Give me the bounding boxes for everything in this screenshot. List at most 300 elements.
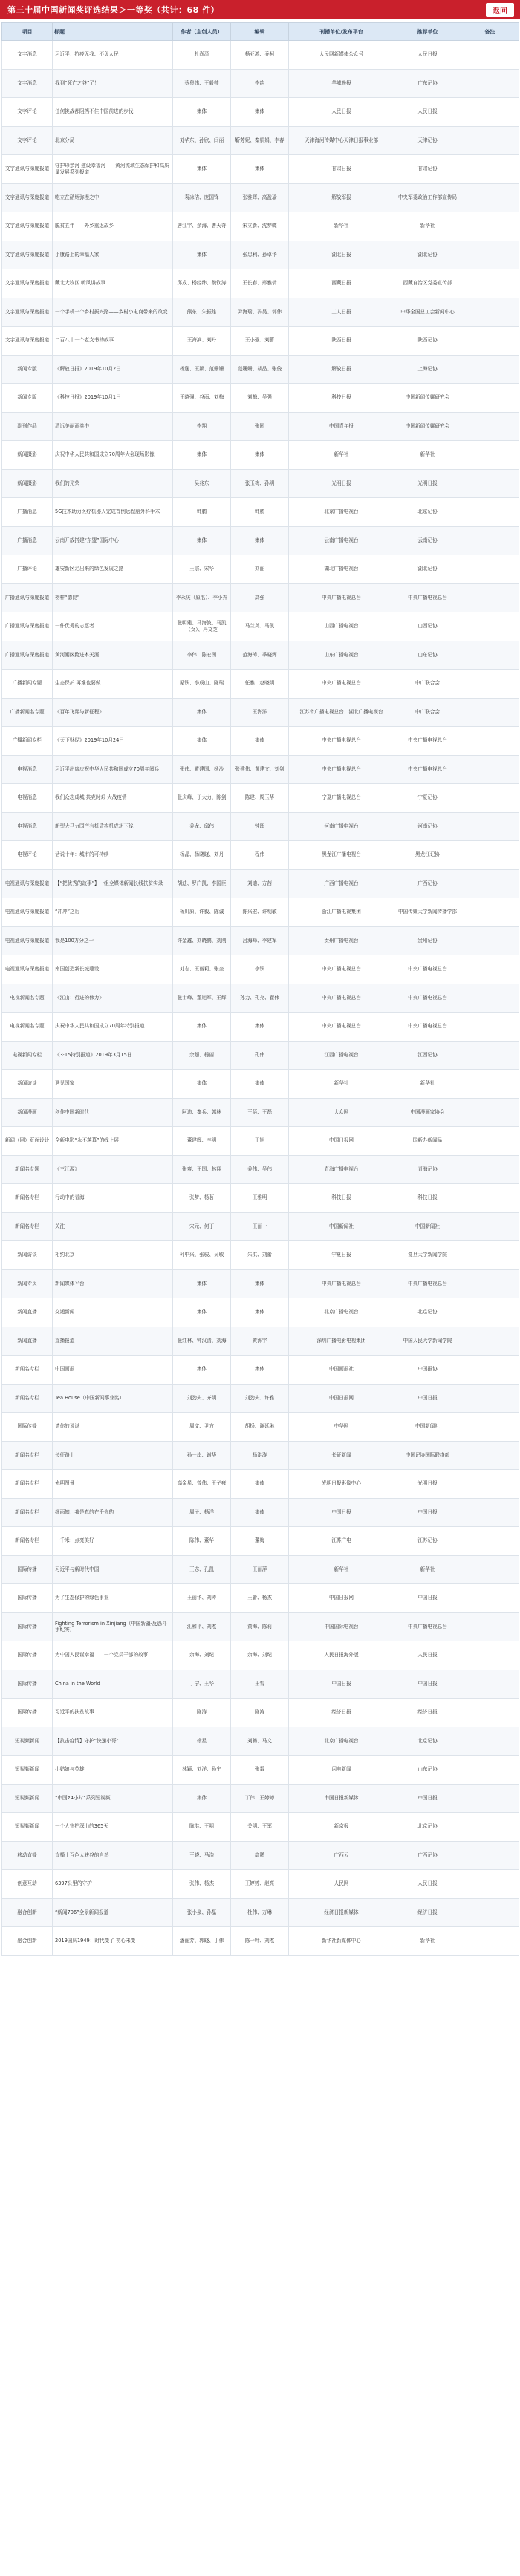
cell-publisher: 科技日报 <box>289 1184 394 1213</box>
table-row <box>2 1470 519 1499</box>
cell-title[interactable]: 光明图景 <box>53 1470 173 1499</box>
cell-recommender: 山西记协 <box>394 612 461 641</box>
cell-author: 集体 <box>173 1013 231 1042</box>
cell-title[interactable]: 中国画报 <box>53 1356 173 1385</box>
cell-category: 电视评论 <box>2 841 53 870</box>
table-row <box>2 241 519 269</box>
cell-author: 江和平、刘杰 <box>173 1612 231 1641</box>
cell-author: 张庆峰、于大力、陈剑 <box>173 784 231 813</box>
cell-category: 文字通讯与深度报道 <box>2 327 53 356</box>
cell-category: 电视通讯与深度报道 <box>2 898 53 927</box>
table-row <box>2 869 519 898</box>
cell-recommender: 新华社 <box>394 1927 461 1956</box>
cell-author: 姜龙、邱伟 <box>173 812 231 841</box>
table-row <box>2 1184 519 1213</box>
table-row <box>2 1155 519 1184</box>
cell-publisher: 长征新闻 <box>289 1441 394 1470</box>
table-row <box>2 1641 519 1670</box>
cell-note <box>461 1041 519 1070</box>
cell-editor: 靳芳妮、秦娟娟、李春 <box>231 126 289 155</box>
table-row <box>2 1870 519 1899</box>
table-row <box>2 583 519 612</box>
cell-editor: 王丽一 <box>231 1212 289 1241</box>
cell-recommender: 中央军委政治工作部宣传局 <box>394 183 461 212</box>
cell-author: 许金鑫、刘晓鹏、刘刚 <box>173 926 231 955</box>
cell-editor: 杨亚鸿、乔柯 <box>231 41 289 70</box>
cell-title[interactable]: 习近平：抗疫无我、不负人民 <box>53 41 173 70</box>
cell-note <box>461 955 519 984</box>
cell-note <box>461 155 519 184</box>
cell-category: 文字评论 <box>2 126 53 155</box>
cell-title[interactable]: 相约北京 <box>53 1241 173 1270</box>
cell-category: 文字通讯与深度报道 <box>2 241 53 269</box>
cell-recommender: 新华社 <box>394 212 461 241</box>
cell-title[interactable]: 北京分局 <box>53 126 173 155</box>
cell-author: 张小泉、孙磊 <box>173 1898 231 1927</box>
cell-title[interactable]: 二百八十一个老支书的故事 <box>53 327 173 356</box>
cell-note <box>461 1670 519 1699</box>
cell-title[interactable]: 习近平出席庆祝中华人民共和国成立70周年阅兵 <box>53 755 173 784</box>
cell-title[interactable]: 一千米：点亮美好 <box>53 1527 173 1556</box>
cell-publisher: 北京广播电视台 <box>289 498 394 527</box>
cell-category: 文字消息 <box>2 69 53 98</box>
cell-category: 国际传播 <box>2 1641 53 1670</box>
cell-author: 熊东、朱振雄 <box>173 298 231 327</box>
column-header-publisher: 刊播单位/发布平台 <box>289 23 394 41</box>
cell-title[interactable]: “中国24小时”系列短视频 <box>53 1784 173 1813</box>
table-row <box>2 155 519 184</box>
cell-author: 陈洪、王明 <box>173 1813 231 1842</box>
cell-category: 移动直播 <box>2 1841 53 1870</box>
cell-author: 集体 <box>173 1070 231 1099</box>
cell-editor: 高强 <box>231 583 289 612</box>
back-button[interactable]: 返回 <box>486 3 514 17</box>
table-row <box>2 1356 519 1385</box>
cell-author: 李永庆（原名）、李小卉 <box>173 583 231 612</box>
cell-publisher: 湖北广播电视台 <box>289 555 394 584</box>
cell-title[interactable]: 创作中国新时代 <box>53 1098 173 1127</box>
cell-author: 集体 <box>173 1298 231 1327</box>
table-row <box>2 1813 519 1842</box>
cell-title[interactable]: 云南开放搭建“东盟”国际中心 <box>53 526 173 555</box>
column-header-note: 备注 <box>461 23 519 41</box>
cell-publisher: 中国日报网 <box>289 1584 394 1613</box>
cell-note <box>461 1841 519 1870</box>
cell-title[interactable]: Fighting Terrorism in Xinjiang（中国新疆·反恐斗争纪实） <box>53 1612 173 1641</box>
cell-title[interactable]: 黄河潮区跨进本天涯 <box>53 641 173 670</box>
cell-recommender: 中国记协国际联络部 <box>394 1441 461 1470</box>
cell-editor: 韩鹏 <box>231 498 289 527</box>
cell-title[interactable]: 《三江源》 <box>53 1155 173 1184</box>
cell-recommender: 中央广播电视总台 <box>394 984 461 1013</box>
cell-publisher: 光明日报影像中心 <box>289 1470 394 1499</box>
cell-title[interactable]: 新型大马力国产有机盾构机成功下线 <box>53 812 173 841</box>
cell-author: 原铁、李成山、陈瑞 <box>173 670 231 699</box>
cell-recommender: 北京记协 <box>394 1298 461 1327</box>
cell-recommender: 中华全国总工会新闻中心 <box>394 298 461 327</box>
cell-category: 电视消息 <box>2 812 53 841</box>
cell-title[interactable]: 【“把优秀的故事”】一组全媒体新闻长线扶贫实录 <box>53 869 173 898</box>
cell-editor: 范姗姗、胡晶、张俊 <box>231 355 289 384</box>
cell-title[interactable]: 全新电影“永不落幕”的线上展 <box>53 1127 173 1156</box>
cell-note <box>461 1727 519 1756</box>
table-row <box>2 755 519 784</box>
cell-publisher: 解放日报 <box>289 355 394 384</box>
cell-note <box>461 327 519 356</box>
table-row <box>2 1384 519 1413</box>
cell-title[interactable]: 【抗击疫情】守护“快递小哥” <box>53 1727 173 1756</box>
cell-category: 文字通讯与深度报道 <box>2 269 53 298</box>
cell-note <box>461 1612 519 1641</box>
cell-note <box>461 1298 519 1327</box>
cell-author: 韩鹏 <box>173 498 231 527</box>
cell-publisher: 中国新闻社 <box>289 1212 394 1241</box>
table-row <box>2 1527 519 1556</box>
cell-publisher: 青海广播电视台 <box>289 1155 394 1184</box>
cell-recommender: 中央广播电视总台 <box>394 1612 461 1641</box>
cell-recommender: 中央广播电视总台 <box>394 727 461 756</box>
cell-title[interactable]: Tea House（中国新闻事业奖） <box>53 1384 173 1413</box>
cell-category: 新闻直播 <box>2 1327 53 1356</box>
cell-publisher: 云南广播电视台 <box>289 526 394 555</box>
cell-category: 融合创新 <box>2 1927 53 1956</box>
cell-note <box>461 1155 519 1184</box>
cell-editor: 张雅晖、高盈瑜 <box>231 183 289 212</box>
cell-title[interactable]: 长征路上 <box>53 1441 173 1470</box>
cell-author: 柯中兴、张骏、吴敏 <box>173 1241 231 1270</box>
cell-title[interactable]: 《科技日报》2019年10月1日 <box>53 384 173 413</box>
cell-editor: 刘梅、吴强 <box>231 384 289 413</box>
cell-publisher: 中国日报新媒体 <box>289 1784 394 1813</box>
cell-title[interactable]: 守护母亲河 建设幸福河——黄河流域生态保护和高质量发展系列报道 <box>53 155 173 184</box>
cell-publisher: 中国画报社 <box>289 1356 394 1385</box>
cell-note <box>461 1927 519 1956</box>
cell-title[interactable]: 《江山：行进的伟力》 <box>53 984 173 1013</box>
cell-publisher: 广西云 <box>289 1841 394 1870</box>
cell-recommender: 广东记协 <box>394 69 461 98</box>
cell-category: 电视新闻名专题 <box>2 984 53 1013</box>
cell-title[interactable]: 小康路上的幸福人家 <box>53 241 173 269</box>
cell-author: 集体 <box>173 1269 231 1298</box>
cell-publisher: 人民网新媒体公众号 <box>289 41 394 70</box>
cell-editor: 董梅 <box>231 1527 289 1556</box>
cell-title[interactable]: 直播丨百色大峡谷的自然 <box>53 1841 173 1870</box>
cell-editor: 孔伟 <box>231 1041 289 1070</box>
cell-title[interactable]: 小姑娘与英雄 <box>53 1756 173 1785</box>
cell-author: 王晓、马浩 <box>173 1841 231 1870</box>
cell-title[interactable]: 藏北大牧区 听风讲故事 <box>53 269 173 298</box>
cell-title[interactable]: 《天下财经》2019年10月24日 <box>53 727 173 756</box>
cell-editor: 黄海、陈莉 <box>231 1612 289 1641</box>
cell-title[interactable]: 清远美丽画卷中 <box>53 412 173 441</box>
cell-publisher: 中央广播电视总台 <box>289 727 394 756</box>
cell-note <box>461 1441 519 1470</box>
cell-editor: 吕海峰、李建军 <box>231 926 289 955</box>
table-row <box>2 1898 519 1927</box>
cell-title[interactable]: 为了生态保护的绿色事业 <box>53 1584 173 1613</box>
cell-category: 文字通讯与深度报道 <box>2 183 53 212</box>
cell-editor: 张忠利、孙卓华 <box>231 241 289 269</box>
cell-category: 电视消息 <box>2 755 53 784</box>
cell-title[interactable]: 我们众志成城 共克时艰 大战疫情 <box>53 784 173 813</box>
cell-category: 新闻名专题 <box>2 1155 53 1184</box>
cell-title[interactable]: 细雨知：我是真的在乎你的 <box>53 1498 173 1527</box>
cell-recommender: 山东记协 <box>394 1756 461 1785</box>
cell-author: 徐星 <box>173 1727 231 1756</box>
cell-title[interactable]: 行动中的青海 <box>53 1184 173 1213</box>
cell-author: 阿迪、秦兵、郭林 <box>173 1098 231 1127</box>
cell-title[interactable]: 脱贫五年——外乡重返故乡 <box>53 212 173 241</box>
cell-category: 新闻摄影 <box>2 469 53 498</box>
cell-category: 广播消息 <box>2 526 53 555</box>
cell-author: 董建辉、李明 <box>173 1127 231 1156</box>
cell-publisher: 中央广播电视总台 <box>289 955 394 984</box>
cell-publisher: 江苏广电 <box>289 1527 394 1556</box>
cell-publisher: 大众网 <box>289 1098 394 1127</box>
cell-title[interactable]: 5G技术助力医疗机器人完成首例远程脑外科手术 <box>53 498 173 527</box>
cell-publisher: 中国日报网 <box>289 1127 394 1156</box>
cell-publisher: 中华网 <box>289 1413 394 1442</box>
cell-author: 刘志、王丽莉、张奎 <box>173 955 231 984</box>
cell-title[interactable]: 遇见国家 <box>53 1070 173 1099</box>
cell-note <box>461 269 519 298</box>
cell-title[interactable]: 生态保护 再难也要做 <box>53 670 173 699</box>
cell-publisher: 山西广播电视台 <box>289 612 394 641</box>
cell-note <box>461 298 519 327</box>
cell-editor: 张玉梅、孙明 <box>231 469 289 498</box>
table-row <box>2 1327 519 1356</box>
table-header-row <box>2 23 519 41</box>
cell-category: 新闻名专栏 <box>2 1184 53 1213</box>
cell-note <box>461 670 519 699</box>
cell-title[interactable]: 《解放日报》2019年10月2日 <box>53 355 173 384</box>
cell-publisher: 人民网 <box>289 1870 394 1899</box>
table-row <box>2 1413 519 1442</box>
cell-title[interactable]: “新闻706”全景新闻报道 <box>53 1898 173 1927</box>
cell-recommender: 山东记协 <box>394 641 461 670</box>
cell-category: 短视频新闻 <box>2 1813 53 1842</box>
cell-recommender: 青海记协 <box>394 1155 461 1184</box>
cell-publisher: 经济日报 <box>289 1699 394 1727</box>
cell-category: 国际传播 <box>2 1555 53 1584</box>
column-header-author: 作者（主创人员） <box>173 23 231 41</box>
cell-title[interactable]: 《百年飞翔与新征程》 <box>53 698 173 727</box>
cell-category: 短视频新闻 <box>2 1784 53 1813</box>
cell-title[interactable]: 习近平与新时代中国 <box>53 1555 173 1584</box>
cell-recommender: 人民日报 <box>394 1641 461 1670</box>
cell-author: 王海滨、刘丹 <box>173 327 231 356</box>
cell-category: 新闻访谈 <box>2 1070 53 1099</box>
table-row <box>2 1584 519 1613</box>
cell-title[interactable]: 关注 <box>53 1212 173 1241</box>
cell-category: 电视通讯与深度报道 <box>2 869 53 898</box>
cell-publisher: 新华社新媒体中心 <box>289 1927 394 1956</box>
cell-author: 张伟、杨杰 <box>173 1870 231 1899</box>
table-row <box>2 727 519 756</box>
cell-editor: 集体 <box>231 441 289 470</box>
cell-title[interactable]: 2019国庆1949：时代变了 初心未变 <box>53 1927 173 1956</box>
cell-note <box>461 1584 519 1613</box>
table-body <box>2 41 519 1956</box>
cell-recommender: 云南记协 <box>394 526 461 555</box>
cell-title[interactable]: 吃立在硝烟弥漫之中 <box>53 183 173 212</box>
cell-title[interactable]: 习近平的扶贫故事 <box>53 1699 173 1727</box>
cell-author: 集体 <box>173 1356 231 1385</box>
cell-recommender: 人民日报 <box>394 41 461 70</box>
cell-note <box>461 1127 519 1156</box>
cell-editor: 集体 <box>231 727 289 756</box>
cell-category: 新闻访谈 <box>2 1241 53 1270</box>
cell-title[interactable]: 直播报道 <box>53 1327 173 1356</box>
cell-note <box>461 355 519 384</box>
cell-editor: 任雅、赵晓明 <box>231 670 289 699</box>
cell-title[interactable]: 新闻媒体平台 <box>53 1269 173 1298</box>
cell-category: 广播新闻专栏 <box>2 727 53 756</box>
cell-author: 周子、杨洋 <box>173 1498 231 1527</box>
cell-publisher: 人民日报海外版 <box>289 1641 394 1670</box>
table-row <box>2 384 519 413</box>
cell-editor: 王雪 <box>231 1670 289 1699</box>
cell-publisher: 黑龙江广播电视台 <box>289 841 394 870</box>
cell-category: 国际传播 <box>2 1612 53 1641</box>
cell-author: 高金星、曾伟、王子雍 <box>173 1470 231 1499</box>
table-row <box>2 1041 519 1070</box>
cell-author: 李伟、陈宏图 <box>173 641 231 670</box>
table-row <box>2 298 519 327</box>
cell-note <box>461 498 519 527</box>
cell-author: 集体 <box>173 526 231 555</box>
cell-title[interactable]: “冲冲”之后 <box>53 898 173 927</box>
cell-recommender: 中国新闻社 <box>394 1212 461 1241</box>
cell-recommender: 北京记协 <box>394 1813 461 1842</box>
cell-editor: 黄海宇 <box>231 1327 289 1356</box>
table-row <box>2 1699 519 1727</box>
cell-publisher: 山东广播电视台 <box>289 641 394 670</box>
cell-publisher: 中央广播电视总台 <box>289 583 394 612</box>
cell-recommender: 复旦大学新闻学院 <box>394 1241 461 1270</box>
cell-recommender: 广西记协 <box>394 1841 461 1870</box>
cell-title[interactable]: 请你的说说 <box>53 1413 173 1442</box>
cell-editor: 孙力、孔亮、翟伟 <box>231 984 289 1013</box>
cell-category: 广播新闻专题 <box>2 670 53 699</box>
cell-note <box>461 212 519 241</box>
cell-recommender: 经济日报 <box>394 1699 461 1727</box>
cell-title[interactable]: 我到“死亡之谷”了！ <box>53 69 173 98</box>
cell-title[interactable]: 一件优秀的志愿者 <box>53 612 173 641</box>
cell-recommender: 中国日报 <box>394 1384 461 1413</box>
cell-note <box>461 469 519 498</box>
table-row <box>2 1298 519 1327</box>
cell-recommender: 中央广播电视总台 <box>394 1269 461 1298</box>
table-row <box>2 1555 519 1584</box>
cell-recommender: 新华社 <box>394 1555 461 1584</box>
cell-author: 杨逸、王颖、范姗姗 <box>173 355 231 384</box>
cell-title[interactable]: 任何挑战都阻挡不住中国前进的步伐 <box>53 98 173 127</box>
cell-publisher: 新华社 <box>289 212 394 241</box>
cell-author: 王晓强、谷雨、刘梅 <box>173 384 231 413</box>
cell-publisher: 闪电新闻 <box>289 1756 394 1785</box>
cell-editor: 陈兴宏、许明敏 <box>231 898 289 927</box>
cell-publisher: 中国青年报 <box>289 412 394 441</box>
cell-editor: 王丽萍 <box>231 1555 289 1584</box>
cell-recommender: 北京记协 <box>394 498 461 527</box>
cell-publisher: 天津海河传媒中心天津日报事业部 <box>289 126 394 155</box>
cell-publisher: 人民日报 <box>289 98 394 127</box>
cell-publisher: 浙江广播电视集团 <box>289 898 394 927</box>
table-row <box>2 183 519 212</box>
table-row <box>2 269 519 298</box>
cell-title[interactable]: 榜样“德昆” <box>53 583 173 612</box>
cell-title[interactable]: 6397公里的守护 <box>53 1870 173 1899</box>
cell-recommender: 中国报协 <box>394 1356 461 1385</box>
cell-title[interactable]: 雄安新区走出来的绿色发展之路 <box>53 555 173 584</box>
cell-note <box>461 69 519 98</box>
cell-editor: 集体 <box>231 1298 289 1327</box>
cell-title[interactable]: 庆祝中华人民共和国成立70周年特别报道 <box>53 1013 173 1042</box>
cell-editor: 刘劲夫、许雅 <box>231 1384 289 1413</box>
table-row <box>2 355 519 384</box>
cell-publisher: 中国日报网 <box>289 1384 394 1413</box>
cell-editor: 陈一叶、刘杰 <box>231 1927 289 1956</box>
cell-title[interactable]: 我是100万分之一 <box>53 926 173 955</box>
cell-editor: 王蕾、杨杰 <box>231 1584 289 1613</box>
cell-title[interactable]: 南国创造新长城建设 <box>53 955 173 984</box>
cell-note <box>461 1327 519 1356</box>
cell-category: 电视新闻名专题 <box>2 1013 53 1042</box>
cell-note <box>461 1498 519 1527</box>
cell-title[interactable]: 话说十年：城市的可持续 <box>53 841 173 870</box>
cell-editor: 杜伟、万琳 <box>231 1898 289 1927</box>
cell-publisher: 解放军报 <box>289 183 394 212</box>
cell-editor: 马兰英、马凯 <box>231 612 289 641</box>
column-header-recommender: 推荐单位 <box>394 23 461 41</box>
table-row <box>2 926 519 955</box>
cell-editor: 余海、刘纪 <box>231 1641 289 1670</box>
table-row <box>2 1013 519 1042</box>
cell-title[interactable]: 一个手机一个乡村振兴路——乡村小电商带来的改变 <box>53 298 173 327</box>
cell-recommender: 国新办新闻局 <box>394 1127 461 1156</box>
cell-category: 新闻摄影 <box>2 441 53 470</box>
cell-category: 新闻名专栏 <box>2 1212 53 1241</box>
table-row <box>2 1927 519 1956</box>
table-row <box>2 98 519 127</box>
cell-editor: 王长春、邢雅倩 <box>231 269 289 298</box>
cell-note <box>461 926 519 955</box>
cell-recommender: 光明日报 <box>394 469 461 498</box>
cell-category: 新闻名专栏 <box>2 1384 53 1413</box>
cell-author: 邱成、杨经纬、魏钦涛 <box>173 269 231 298</box>
cell-note <box>461 812 519 841</box>
cell-category: 新闻专版 <box>2 355 53 384</box>
cell-recommender: 江西记协 <box>394 1041 461 1070</box>
cell-title[interactable]: 一个人守护深山的365天 <box>53 1813 173 1842</box>
cell-title[interactable]: China in the World <box>53 1670 173 1699</box>
cell-recommender: 人民日报 <box>394 98 461 127</box>
cell-title[interactable]: 我们的光荣 <box>53 469 173 498</box>
cell-title[interactable]: 交通新闻 <box>53 1298 173 1327</box>
cell-author: 张红林、钟汉清、刘海 <box>173 1327 231 1356</box>
cell-author: 杨晶、杨晓晓、刘丹 <box>173 841 231 870</box>
cell-title[interactable]: 为中国人民谋幸福——一个党员干部的故事 <box>53 1641 173 1670</box>
cell-recommender: 人民日报 <box>394 1870 461 1899</box>
cell-publisher: 羊城晚报 <box>289 69 394 98</box>
cell-author: 王宗、宋华 <box>173 555 231 584</box>
cell-title[interactable]: 《3·15特别报道》2019年3月15日 <box>53 1041 173 1070</box>
cell-publisher: 新京报 <box>289 1813 394 1842</box>
cell-author: 刘华东、孙欣、闫丽 <box>173 126 231 155</box>
cell-note <box>461 1384 519 1413</box>
cell-title[interactable]: 庆祝中华人民共和国成立70周年大会现场影像 <box>53 441 173 470</box>
